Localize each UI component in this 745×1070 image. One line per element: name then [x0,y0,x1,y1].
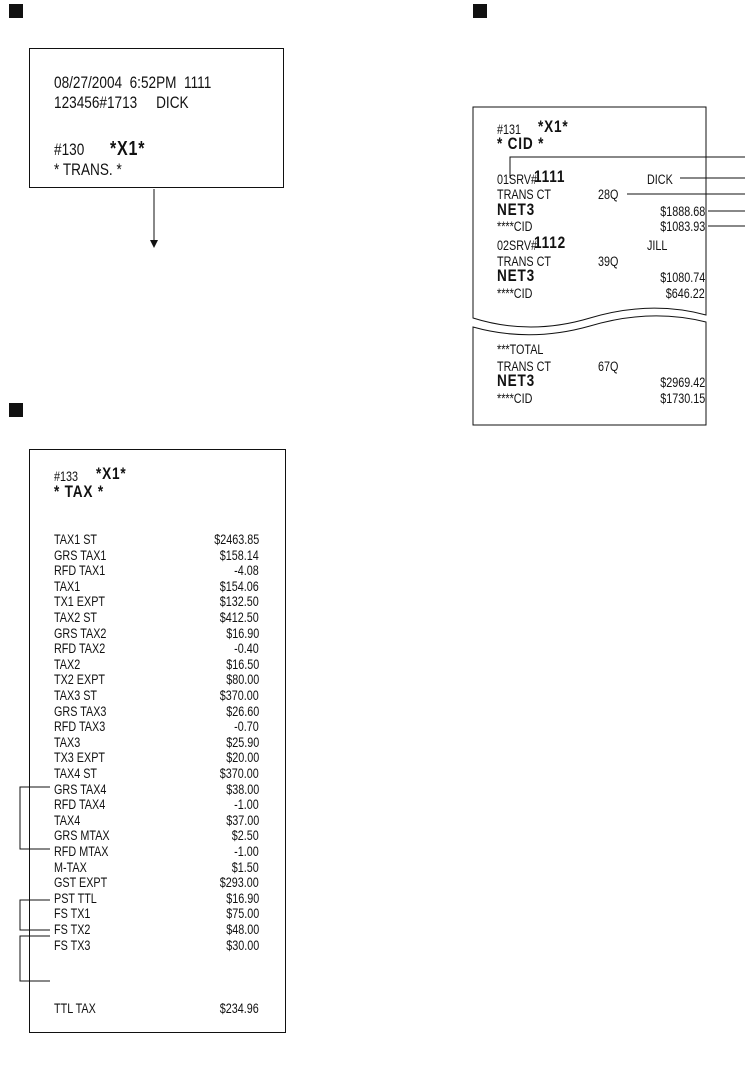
tax-row-value: $48.00 [225,922,259,937]
clerk-code: 1111 [534,167,566,186]
tax-row-value: $16.50 [225,656,259,672]
tax-row-label: FS TX1 [54,906,91,922]
tax-row-value: -4.08 [234,563,259,579]
tax-row-value: $25.90 [225,734,259,750]
tax-row-value: $370.00 [219,766,259,781]
tax-row-value: $37.00 [225,812,259,828]
tax-row-value: $38.00 [225,781,259,797]
tax-row-value: $1.50 [231,859,259,875]
cid-value: $1730.15 [659,391,705,406]
net-label: NET3 [497,266,535,285]
tax-row-value: $158.14 [219,547,259,563]
tax-row-label: GRS TAX3 [54,703,107,719]
tax-row-label: TAX4 ST [54,766,98,781]
report-mode: *X1* [538,117,569,136]
trans-label: TRANS CT [497,187,551,202]
tax-row-value: -0.40 [234,641,259,657]
tax-row-label: FS TX3 [54,937,91,953]
report-mode: *X1* [110,138,146,160]
tax-row-label: RFD TAX2 [54,641,106,657]
cid-label: ****CID [497,286,533,301]
tax-row-value: $132.50 [219,594,259,610]
tax-row-value: $412.50 [219,610,259,625]
clerk-srv: 01SRV# [497,172,538,187]
clerk-name: DICK [647,172,673,187]
report-title: * TAX * [54,482,104,501]
cid-label: ****CID [497,219,533,234]
clerk-name: JILL [647,238,668,253]
tax-row-value: $75.00 [225,906,259,922]
receipt-date-line: 08/27/2004 6:52PM 1111 [54,73,212,92]
tax-row-value: -1.00 [234,797,259,813]
tax-row-value: $293.00 [219,875,259,891]
tax-row-label: TAX2 ST [54,610,98,625]
report-number: #131 [497,122,522,137]
tax-row-label: FS TX2 [54,922,91,937]
tax-row-value: $16.90 [225,625,259,641]
receipt-clerk-line: 123456#1713 DICK [54,93,189,112]
clerk-srv: 02SRV# [497,238,538,253]
report-number: #133 [54,469,79,484]
tax-row-value: -0.70 [234,719,259,735]
tax-row-label: GRS MTAX [54,828,110,844]
tax-row-label: GST EXPT [54,875,108,891]
tax-row-label: TAX3 [54,734,81,750]
tax-row-label: TAX2 [54,656,81,672]
tax-row-label: TX1 EXPT [54,594,106,610]
tax-row-label: TAX4 [54,812,81,828]
trans-count: 39Q [598,254,619,269]
tax-row-label: TX2 EXPT [54,672,106,688]
trans-count: 67Q [598,359,619,374]
tax-row-label: RFD TAX1 [54,563,106,579]
net-value: $2969.42 [659,375,705,390]
cid-value: $1083.93 [659,219,705,234]
report-number: #130 [54,140,85,159]
tax-row-value: $154.06 [219,578,259,594]
net-value: $1888.68 [659,204,705,219]
tax-row-value: $2463.85 [213,532,259,547]
net-value: $1080.74 [659,270,705,285]
tax-row-label: TAX3 ST [54,688,98,703]
tax-row-value: $80.00 [225,672,259,688]
tax-row-value: $2.50 [231,828,259,844]
tax-row-value: -1.00 [234,844,259,859]
tax-row-value: $370.00 [219,688,259,703]
trans-label: TRANS CT [497,359,551,374]
tax-row-label: TX3 EXPT [54,750,106,766]
tax-total-value: $234.96 [219,1001,259,1016]
tax-row-value: $30.00 [225,937,259,953]
tax-total-label: TTL TAX [54,1001,96,1016]
tax-row-label: GRS TAX4 [54,781,107,797]
net-label: NET3 [497,200,535,219]
tax-row-label: GRS TAX1 [54,547,107,563]
report-title: * CID * [497,134,545,153]
tax-row-value: $16.90 [225,890,259,906]
tax-row-value: $26.60 [225,703,259,719]
report-title: * TRANS. * [54,160,122,179]
trans-count: 28Q [598,187,619,202]
tax-row-label: TAX1 [54,578,81,594]
net-label: NET3 [497,371,535,390]
tax-row-label: RFD TAX3 [54,719,106,735]
tax-row-value: $20.00 [225,750,259,766]
tax-row-label: RFD MTAX [54,844,109,859]
tax-row-label: RFD TAX4 [54,797,106,813]
tax-row-label: M-TAX [54,859,87,875]
total-label: ***TOTAL [497,342,544,357]
tax-row-label: TAX1 ST [54,532,98,547]
trans-label: TRANS CT [497,254,551,269]
clerk-code: 1112 [534,233,566,252]
cid-value: $646.22 [665,286,705,301]
report-mode: *X1* [96,464,127,483]
cid-label: ****CID [497,391,533,406]
tax-row-label: GRS TAX2 [54,625,107,641]
tax-row-label: PST TTL [54,890,97,906]
